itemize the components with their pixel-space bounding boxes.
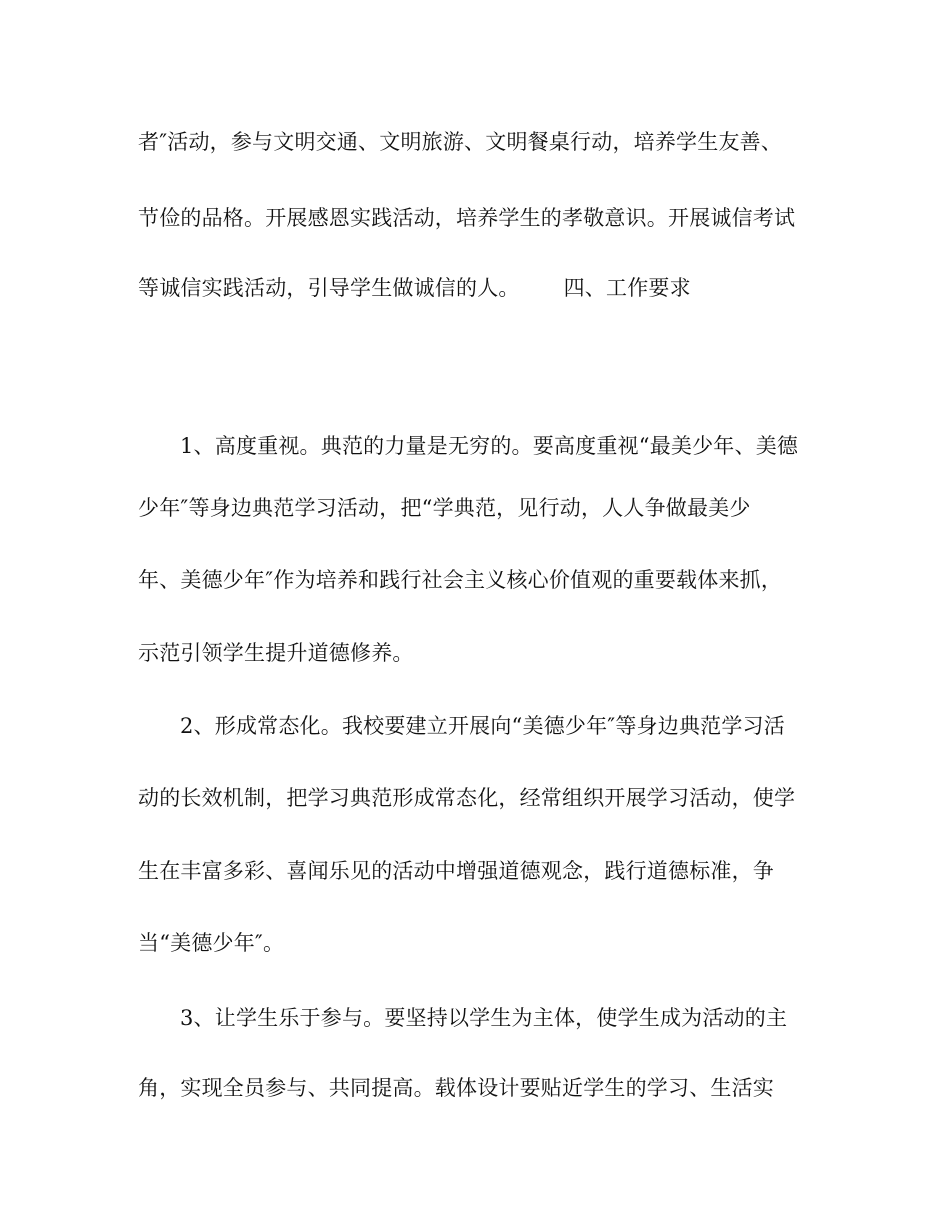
paragraph-line: 3、让学生乐于参与。要坚持以学生为主体，使学生成为活动的主 (180, 1006, 788, 1030)
paragraph-line: 角，实现全员参与、共同提高。载体设计要贴近学生的学习、生活实 (138, 1076, 774, 1100)
section-heading: 四、工作要求 (563, 276, 691, 300)
paragraph-line: 节俭的品格。开展感恩实践活动，培养学生的孝敬意识。开展诚信考试 (138, 206, 796, 230)
paragraph-line: 生在丰富多彩、喜闻乐见的活动中增强道德观念，践行道德标准，争 (138, 859, 774, 883)
paragraph-line: 少年″等身边典范学习活动，把“学典范，见行动，人人争做最美少 (138, 496, 751, 520)
paragraph-line: 年、美德少年″作为培养和践行社会主义核心价值观的重要载体来抓， (138, 568, 783, 592)
paragraph-line (138, 274, 691, 302)
paragraph-line: 1、高度重视。典范的力量是无穷的。要高度重视“最美少年、美德 (180, 434, 799, 458)
paragraph-line: 2、形成常态化。我校要建立开展向“美德少年″等身边典范学习活 (180, 714, 785, 738)
paragraph-line: 动的长效机制，把学习典范形成常态化，经常组织开展学习活动，使学 (138, 786, 796, 810)
paragraph-line: 当“美德少年″。 (138, 931, 285, 955)
paragraph-line: 者″活动，参与文明交通、文明旅游、文明餐桌行动，培养学生友善、 (138, 130, 783, 154)
paragraph-line: 示范引领学生提升道德修养。 (138, 641, 414, 665)
paragraph-text: 等诚信实践活动，引导学生做诚信的人。 (138, 276, 520, 300)
